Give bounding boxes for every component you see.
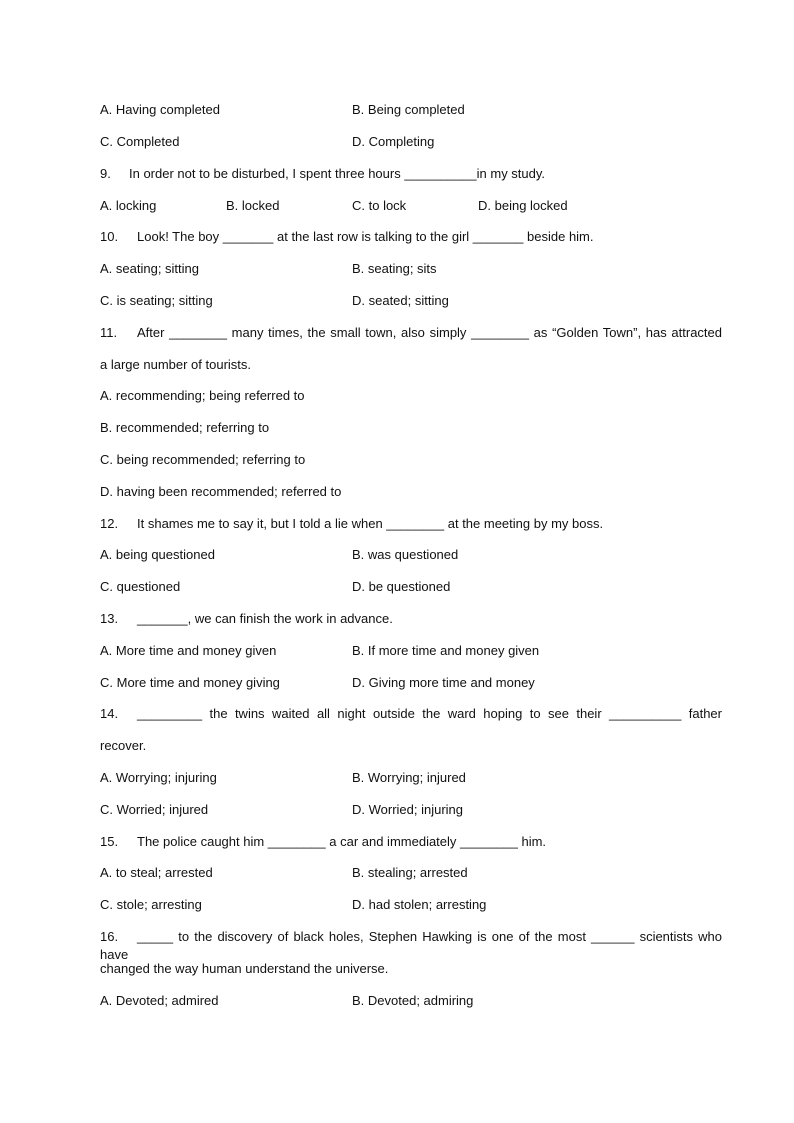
q14-option-d: D. Worried; injuring	[352, 802, 464, 817]
q13-option-d: D. Giving more time and money	[352, 675, 535, 690]
q16-option-a: A. Devoted; admired	[100, 993, 219, 1008]
q13-text: _______, we can finish the work in advance.	[137, 611, 393, 626]
q10-option-a: A. seating; sitting	[100, 261, 199, 276]
q12-option-a: A. being questioned	[100, 547, 215, 562]
q12-option-b: B. was questioned	[352, 547, 459, 562]
q11-option-a: A. recommending; being referred to	[100, 388, 305, 403]
q12-number: 12.	[100, 516, 119, 531]
q16-stem-line1	[100, 928, 722, 964]
q14-stem-line1	[100, 705, 722, 723]
q10-text: Look! The boy _______ at the last row is talking to the girl _______ beside him.	[137, 229, 594, 244]
q15-option-c: C. stole; arresting	[100, 897, 202, 912]
q11-text-line1: After ________ many times, the small town, also simply ________ as “Golden Town”, has attracted	[137, 325, 722, 340]
q8-option-a: A. Having completed	[100, 102, 220, 117]
q9-option-d: D. being locked	[478, 198, 568, 213]
q11-text-line2: a large number of tourists.	[100, 357, 252, 372]
q14-text-line1: _________ the twins waited all night outside the ward hoping to see their __________ father	[137, 706, 722, 721]
q13-option-b: B. If more time and money given	[352, 643, 540, 658]
q16-number: 16.	[100, 929, 119, 944]
q14-option-c: C. Worried; injured	[100, 802, 209, 817]
q10-stem	[100, 228, 594, 246]
q16-option-b: B. Devoted; admiring	[352, 993, 474, 1008]
q15-option-b: B. stealing; arrested	[352, 865, 468, 880]
q8-option-c: C. Completed	[100, 134, 180, 149]
q9-option-a: A. locking	[100, 198, 157, 213]
q12-text: It shames me to say it, but I told a lie when ________ at the meeting by my boss.	[137, 516, 604, 531]
q11-number: 11.	[100, 325, 118, 340]
q9-text: In order not to be disturbed, I spent three hours __________in my study.	[129, 166, 546, 181]
q12-stem	[100, 515, 603, 533]
q15-stem	[100, 833, 546, 851]
q15-option-a: A. to steal; arrested	[100, 865, 213, 880]
q14-number: 14.	[100, 706, 119, 721]
q9-number: 9.	[100, 166, 111, 181]
q9-stem	[100, 165, 545, 183]
q16-text-line1: _____ to the discovery of black holes, Stephen Hawking is one of the most ______ scientists who have	[100, 929, 722, 962]
q10-option-b: B. seating; sits	[352, 261, 437, 276]
q11-option-c: C. being recommended; referring to	[100, 452, 306, 467]
q15-option-d: D. had stolen; arresting	[352, 897, 487, 912]
q13-option-c: C. More time and money giving	[100, 675, 280, 690]
q12-option-d: D. be questioned	[352, 579, 451, 594]
q11-option-b: B. recommended; referring to	[100, 420, 270, 435]
q13-option-a: A. More time and money given	[100, 643, 277, 658]
q10-option-c: C. is seating; sitting	[100, 293, 213, 308]
q8-option-b: B. Being completed	[352, 102, 465, 117]
q14-option-b: B. Worrying; injured	[352, 770, 466, 785]
q8-option-d: D. Completing	[352, 134, 435, 149]
q11-option-d: D. having been recommended; referred to	[100, 484, 342, 499]
q11-stem-line1	[100, 324, 722, 342]
q12-option-c: C. questioned	[100, 579, 181, 594]
q15-number: 15.	[100, 834, 119, 849]
q14-option-a: A. Worrying; injuring	[100, 770, 217, 785]
q9-option-c: C. to lock	[352, 198, 407, 213]
q9-option-b: B. locked	[226, 198, 280, 213]
q16-text-line2: changed the way human understand the universe.	[100, 961, 389, 976]
q13-number: 13.	[100, 611, 119, 626]
q10-number: 10.	[100, 229, 119, 244]
q13-stem	[100, 610, 393, 628]
q14-text-line2: recover.	[100, 738, 147, 753]
q15-text: The police caught him ________ a car and immediately ________ him.	[137, 834, 547, 849]
q10-option-d: D. seated; sitting	[352, 293, 449, 308]
